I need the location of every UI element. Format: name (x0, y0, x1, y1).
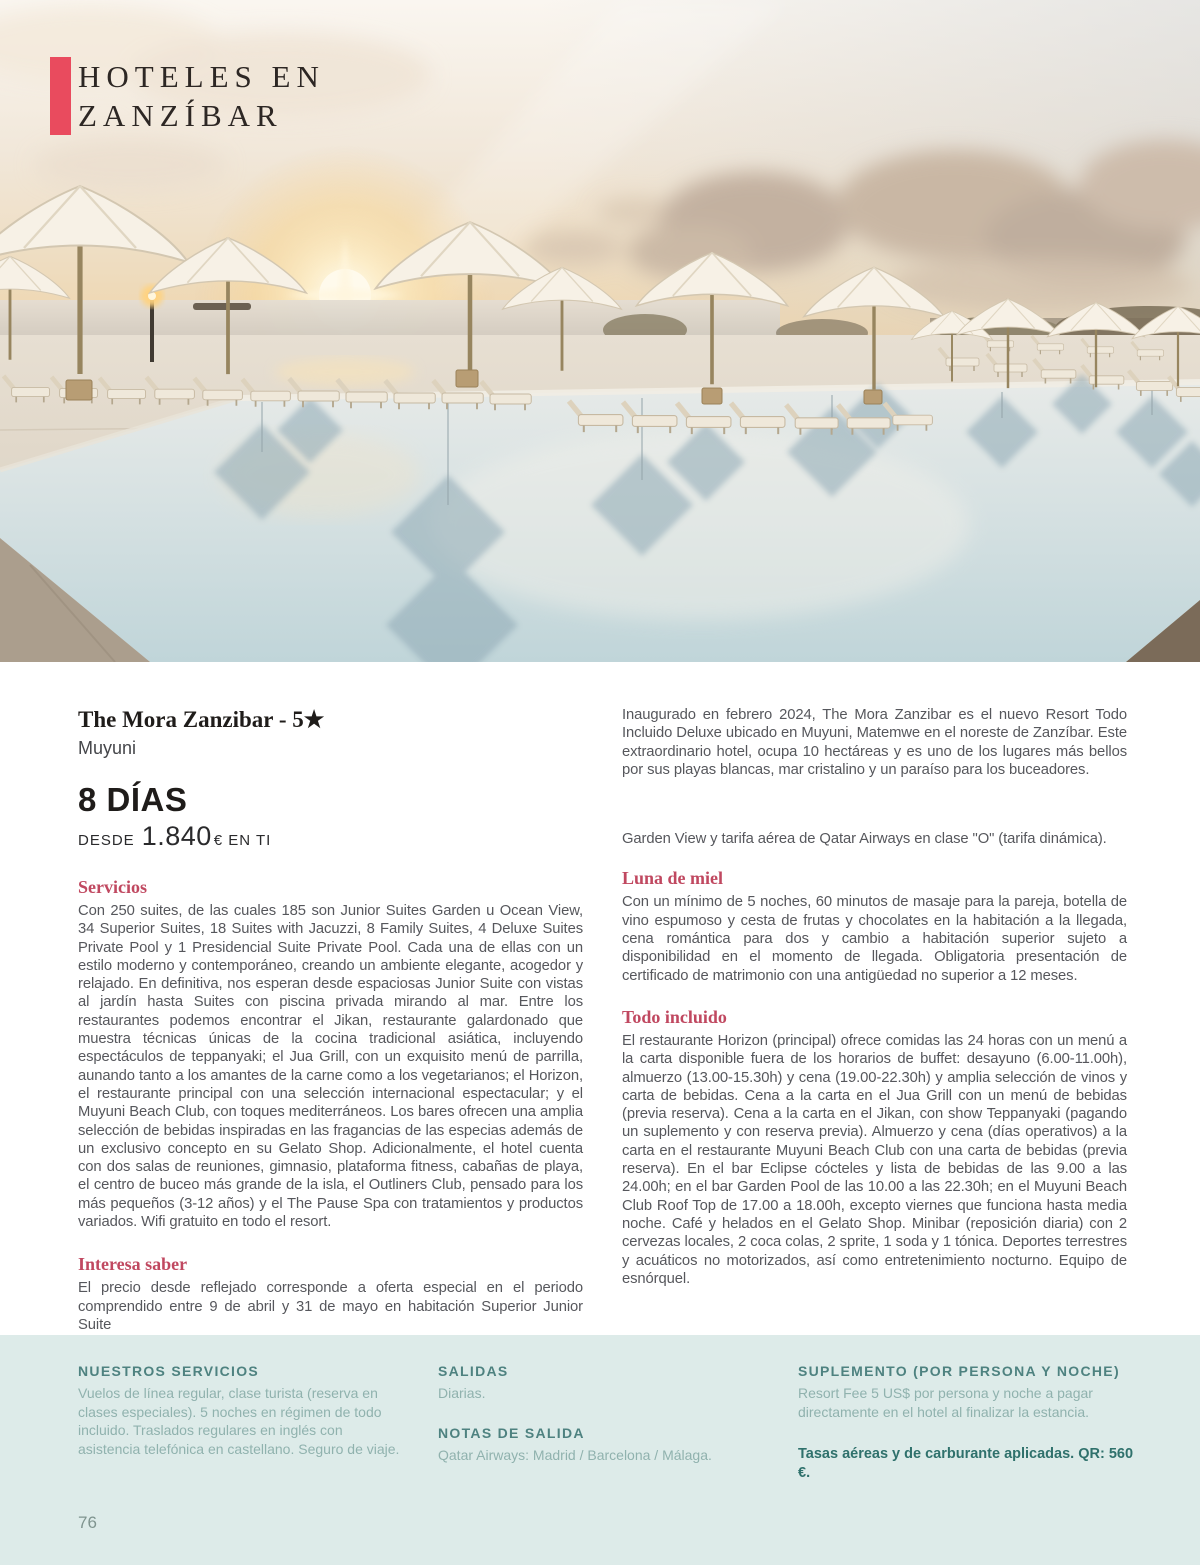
footer-block (78, 1363, 408, 1458)
footer-body-nuestros-servicios: Vuelos de línea regular, clase turista (reserva en clases especiales). 5 noches en régimen de todo incluido. Traslados regulares en inglés con asistencia telefónica en castellano. Seguro de viaje. (78, 1385, 400, 1457)
interesa-saber-continuation: Garden View y tarifa aérea de Qatar Airways en clase "O" (tarifa dinámica). (622, 831, 1107, 848)
right-column (622, 706, 1127, 1335)
left-column (78, 706, 583, 1335)
footer-block (438, 1425, 768, 1465)
accent-bar (50, 57, 71, 135)
section-interesa-saber (78, 1253, 583, 1334)
price-suffix: € EN TI (213, 832, 272, 849)
footer-info-box (0, 1335, 1200, 1565)
trip-duration: 8 DÍAS (78, 781, 188, 818)
footer-block (438, 1363, 768, 1403)
section-heading-interesa-saber: Interesa saber (78, 1254, 188, 1275)
page-title-line2: ZANZÍBAR (78, 98, 283, 133)
hotel-name: The Mora Zanzibar - 5★ (78, 707, 325, 732)
main-content (0, 662, 1200, 1335)
section-luna-de-miel (622, 867, 1127, 984)
page-title-line1: HOTELES EN (78, 59, 325, 94)
section-heading-servicios: Servicios (78, 877, 147, 897)
hotel-intro: Inaugurado en febrero 2024, The Mora Zanzibar es el nuevo Resort Todo Incluido Deluxe ubicado en Muyuni, Matemwe en el noreste de Zanzíbar. Este extraordinario hotel, ocupa 10 hectáreas y es uno de los lugares más bellos por sus playas blancas, mar cristalino y un paraíso para los buceadores. (622, 707, 1127, 778)
section-body-todo-incluido: El restaurante Horizon (principal) ofrece comidas las 24 horas con un menú a la carta disponible fuera de los horarios de buffet: desayuno (6.00-11.00h), almuerzo (13.00-15.30h) y cena (19.00-22.30h) y amplia selección de vinos y carta de bebidas. Cena a la carta en el Jua Grill con un menú de bebidas (previa reserva). Cena a la carta en el Jikan, con show Teppanyaki (pagando un suplemento y con reserva previa). Almuerzo y cena (días operativos) a la carta en el restaurante Muyuni Beach Club con una carta de bebidas (previa reserva). En el bar Eclipse cócteles y lista de bebidas de las 9.00 a las 24.00h; en el bar Garden Pool de las 10.00 a las 22.30h; en el Muyuni Beach Club Roof Top de 17.00 a 18.00h, excepto viernes que funciona hasta media noche. Café y helados en el Gelato Shop. Minibar (reposición diaria) con 2 cervezas locales, 2 coca colas, 2 sprite, 1 soda y 1 tónica. Deportes terrestres y acuáticos no motorizados, así como entretenimiento nocturno. Equipo de esnórquel. (622, 1032, 1127, 1287)
footer-body-salidas: Diarias. (438, 1385, 486, 1401)
masthead (50, 57, 325, 135)
footer-heading-salidas: SALIDAS (438, 1363, 509, 1379)
price-prefix: DESDE (78, 832, 135, 849)
section-body-servicios: Con 250 suites, de las cuales 185 son Junior Suites Garden u Ocean View, 34 Superior Suites, 18 Suites with Jacuzzi, 8 Family Suites, 4 Deluxe Suites Private Pool y 1 Presidencial Suite Private Pool. Cada una de ellas con un estilo moderno y contemporáneo, creando un ambiente elegante, acogedor y relajado. En definitiva, nos esperan desde espaciosas Junior Suite con vistas al jardín hasta Suites con piscina privada mirando al mar. Entre los restaurantes podemos encontrar el Jikan, restaurante galardonado que muestra técnicas únicas de la cocina tradicional asiática, incluyendo espectáculos de teppanyaki; el Jua Grill, con un exquisito menú de parrilla, aunando tanto a los amantes de la carne como a los vegetarianos; el Horizon, el restaurante principal con una selección internacional espectacular; y el Muyuni Beach Club, con toques mediterráneos. Los bares ofrecen una amplia selección de bebidas inspiradas en las fragancias de las especias además de un exclusivo concepto en su Gelato Shop. Adicionalmente, el hotel cuenta con dos salas de reuniones, gimnasio, plataforma fitness, cabañas de playa, el centro de buceo más grande de la isla, el Outliners Club, pensado para los más pequeños (3-12 años) y el The Pause Spa con tratamientos y productos variados. Wifi gratuito en todo el resort. (78, 903, 583, 1231)
island (193, 303, 251, 310)
price-line (78, 821, 583, 852)
page-title (78, 57, 325, 135)
footer-heading-notas-de-salida: NOTAS DE SALIDA (438, 1424, 585, 1441)
section-heading-luna-de-miel: Luna de miel (622, 868, 724, 889)
section-body-luna-de-miel: Con un mínimo de 5 noches, 60 minutos de masaje para la pareja, botella de vino espumoso y cesta de frutas y chocolates en la habitación a la llegada, cena romántica para dos y cambio a habitación superior sujeto a disponibilidad en el momento de llegada. Obligatoria presentación de certificado de matrimonio con una antigüedad no superior a 12 meses. (622, 894, 1127, 984)
footer-heading-suplemento: SUPLEMENTO (POR PERSONA Y NOCHE) (798, 1363, 1120, 1379)
section-servicios (78, 876, 583, 1231)
price-amount: 1.840 (141, 821, 212, 851)
footer-heading-nuestros-servicios: NUESTROS SERVICIOS (78, 1363, 260, 1379)
section-body-interesa-saber: El precio desde reflejado corresponde a oferta especial en el periodo comprendido entre 9 de abril y 31 de mayo en habitación Superior Junior Suite (78, 1280, 583, 1333)
footer-col-nuestros-servicios (78, 1363, 408, 1565)
hero-photo (0, 0, 1200, 662)
footer-body-notas-de-salida: Qatar Airways: Madrid / Barcelona / Málaga. (438, 1446, 712, 1463)
hotel-location: Muyuni (78, 738, 137, 758)
section-heading-todo-incluido: Todo incluido (622, 1006, 727, 1027)
footer-body-suplemento: Resort Fee 5 US$ por persona y noche a pagar directamente en el hotel al finalizar la estancia. (798, 1385, 1093, 1420)
footer-col-suplemento (798, 1363, 1140, 1565)
footer-col-salidas (438, 1363, 768, 1565)
footer-note-tasas: Tasas aéreas y de carburante aplicadas. QR: 560 €. (798, 1446, 1134, 1481)
footer-block (798, 1363, 1140, 1421)
section-todo-incluido (622, 1006, 1127, 1288)
page-number: 76 (78, 1513, 97, 1532)
